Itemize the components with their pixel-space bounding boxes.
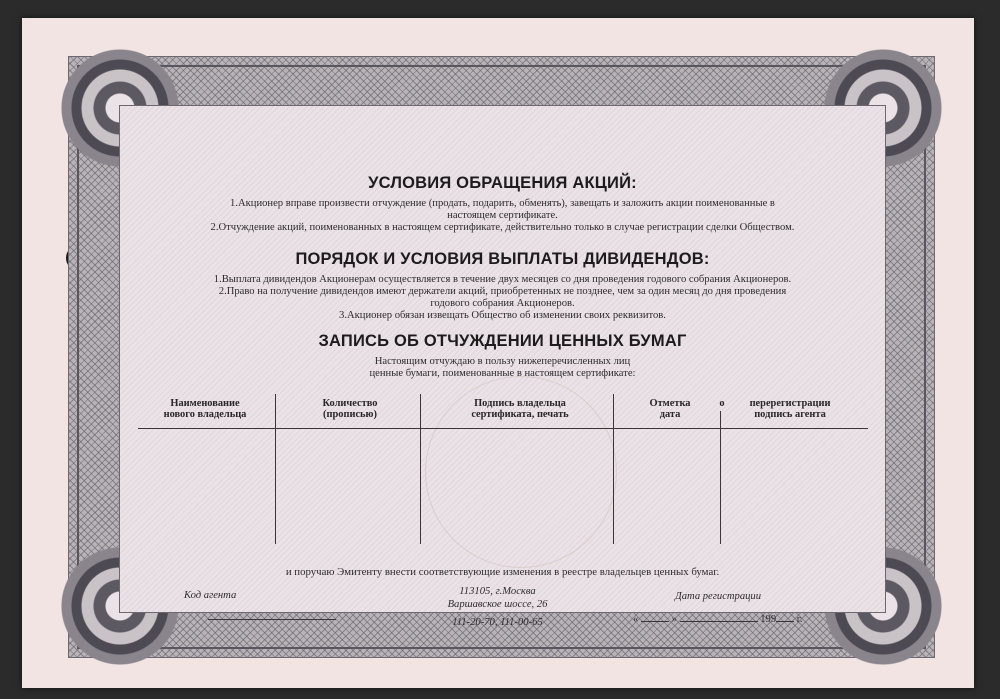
date-month-blank[interactable] xyxy=(680,621,758,622)
registration-date-label: Дата регистрации xyxy=(675,591,762,602)
table-column-divider-1 xyxy=(275,394,276,544)
instruction-to-issuer: и поручаю Эмитенту внести соответствующие изменения в реестре владельцев ценных бумаг. xyxy=(285,566,720,578)
share-circulation-line-2: настоящем сертификате. xyxy=(447,210,558,221)
col-header-quantity: Количество (прописью) xyxy=(322,398,378,420)
col-header-owner-signature: Подпись владельца сертификата, печать xyxy=(471,398,569,420)
col-header-mark-date: Отметка дата xyxy=(649,398,691,420)
agent-code-line xyxy=(208,619,336,620)
dividends-line-1: 1.Выплата дивидендов Акционерам осуществляется в течение двух месяцев со дня проведения годового собрания Акционеров. xyxy=(213,274,792,285)
section-title-dividends: ПОРЯДОК И УСЛОВИЯ ВЫПЛАТЫ ДИВИДЕНДОВ: xyxy=(295,250,710,268)
dividends-line-4: 3.Акционер обязан извещать Общество об изменении своих реквизитов. xyxy=(339,310,666,321)
section-title-share-circulation: УСЛОВИЯ ОБРАЩЕНИЯ АКЦИЙ: xyxy=(368,174,637,192)
section-title-alienation-record: ЗАПИСЬ ОБ ОТЧУЖДЕНИИ ЦЕННЫХ БУМАГ xyxy=(318,332,687,350)
share-circulation-line-1: 1.Акционер вправе произвести отчуждение (продать, подарить, обменять), завещать и заложить акции поименованные в xyxy=(230,198,775,209)
text-field xyxy=(119,105,886,628)
date-year-blank[interactable] xyxy=(776,621,794,622)
dividends-line-3: годового собрания Акционеров. xyxy=(430,298,575,309)
address-line-2: Варшавское шоссе, 26 xyxy=(447,599,548,610)
col-header-conjunction: о xyxy=(719,398,725,409)
col-header-reregistration: перерегистрации подпись агента xyxy=(749,398,831,420)
table-column-divider-2 xyxy=(420,394,421,544)
share-circulation-line-3: 2.Отчуждение акций, поименованных в настоящем сертификате, действительно только в случае регистрации сделки Обществом. xyxy=(210,222,795,233)
alienation-intro-line-2: ценные бумаги, поименованные в настоящем сертификате: xyxy=(369,368,636,379)
alienation-intro-line-1: Настоящим отчуждаю в пользу нижеперечисленных лиц xyxy=(374,356,631,367)
dividends-line-2: 2.Право на получение дивидендов имеют держатели акций, приобретенных не позднее, чем за один месяц до дня проведения xyxy=(218,286,787,297)
certificate-content xyxy=(120,106,885,628)
ornamental-frame xyxy=(68,56,935,658)
table-column-divider-4 xyxy=(720,411,721,544)
registration-date-template: « » 199 г. xyxy=(633,614,803,625)
table-column-divider-3 xyxy=(613,394,614,544)
address-line-1: 113105, г.Москва xyxy=(459,586,536,597)
date-day-blank[interactable] xyxy=(641,621,669,622)
table-header-rule xyxy=(138,428,868,429)
agent-code-label: Код агента xyxy=(184,590,237,601)
col-header-new-owner: Наименование нового владельца xyxy=(163,398,247,420)
phone-numbers: 111-20-70, 111-00-65 xyxy=(452,617,543,628)
